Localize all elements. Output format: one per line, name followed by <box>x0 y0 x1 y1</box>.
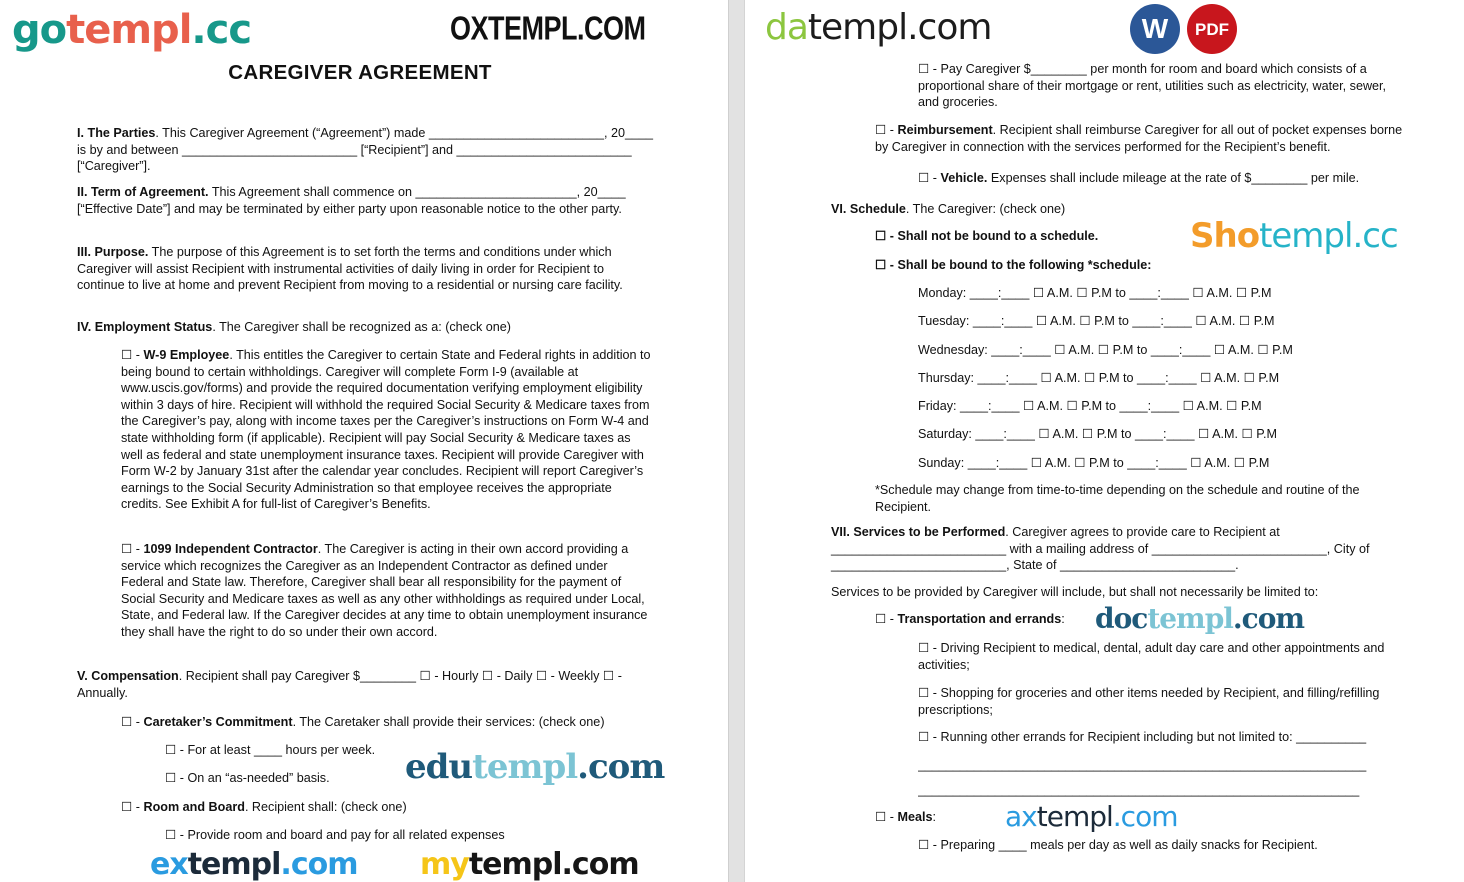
option-pay-caregiver: ☐ - Pay Caregiver $________ per month for room and board which consists of a proportional share of their mortgage or rent, utilities such as electricity, water, sewer, and groceries. <box>918 62 1387 110</box>
option-running-errands: ☐ - Running other errands for Recipient including but not limited to: __________ <box>918 730 1367 744</box>
section-compensation: V. Compensation. Recipient shall pay Caregiver $________ ☐ - Hourly ☐ - Daily ☐ - Weekly ☐ - Annually. <box>77 669 622 700</box>
services-intro: Services to be provided by Caregiver will include, but shall not necessarily be limited to: <box>831 585 1319 599</box>
schedule-monday: Monday: ____:____ ☐ A.M. ☐ P.M to ____:____ ☐ A.M. ☐ P.M <box>918 286 1272 300</box>
watermark-edutempl: edutempl.com <box>405 747 665 787</box>
schedule-sunday: Sunday: ____:____ ☐ A.M. ☐ P.M to ____:____ ☐ A.M. ☐ P.M <box>918 456 1270 470</box>
option-not-bound: ☐ - Shall not be bound to a schedule. <box>875 229 1099 243</box>
option-meals: ☐ - Meals: <box>875 810 936 824</box>
option-w9-employee: ☐ - W-9 Employee. This entitles the Caregiver to certain State and Federal rights in addition to being bound to certain withholdings. Caregiver will complete Form I-9 (available at www.uscis.gov/forms) and provide the required documentation verifying employment eligibility within 3 days of hire. Recipient will withhold the required Social Security & Medicare taxes from the Caregiver’s pay, along with income taxes per the Caregiver’s instructions on Form W-4 and state withholding form (if applicable). Recipient will pay Social Security & Medicare taxes as well as federal and state unemployment insurance taxes. Recipient will provide Caregiver with Form W-2 by January 31st after the calendar year concludes. Recipient will report Caregiver’s earnings to the Social Security Administration so that employee receives the appropriate credits. See Exhibit A for full-list of Caregiver’s Benefits. <box>121 348 651 512</box>
blank-line: _______________________________________________________________ <box>918 783 1360 797</box>
watermark-doctempl: doctempl.com <box>1095 602 1305 635</box>
pdf-badge-icon: PDF <box>1187 4 1237 54</box>
document-title: CAREGIVER AGREEMENT <box>228 61 492 84</box>
document-page-left <box>0 0 728 882</box>
schedule-friday: Friday: ____:____ ☐ A.M. ☐ P.M to ____:____ ☐ A.M. ☐ P.M <box>918 399 1262 413</box>
option-provide-room: ☐ - Provide room and board and pay for all related expenses <box>165 828 505 842</box>
watermark-axtempl: axtempl.com <box>1005 800 1178 833</box>
section-purpose: III. Purpose. The purpose of this Agreement is to set forth the terms and conditions under which Caregiver will assist Recipient with instrumental activities of daily living in order for Recipient to continue to live at home and prevent Recipient from moving to a residential or nursing care facility. <box>77 245 623 293</box>
section-schedule: VI. Schedule. The Caregiver: (check one) <box>831 202 1066 216</box>
schedule-saturday: Saturday: ____:____ ☐ A.M. ☐ P.M to ____:____ ☐ A.M. ☐ P.M <box>918 427 1278 441</box>
watermark-datempl: datempl.com <box>765 7 992 48</box>
word-badge-icon: W <box>1130 4 1180 54</box>
schedule-note: *Schedule may change from time-to-time depending on the schedule and routine of the Recipient. <box>875 483 1360 514</box>
option-as-needed: ☐ - On an “as-needed” basis. <box>165 771 330 785</box>
section-term: II. Term of Agreement. This Agreement shall commence on _______________________, 20____ [“Effective Date”] and may be terminated by either party upon reasonable notice to the other party. <box>77 185 626 216</box>
blank-line: ________________________________________________________________ <box>918 758 1367 772</box>
option-preparing-meals: ☐ - Preparing ____ meals per day as well as daily snacks for Recipient. <box>918 838 1318 852</box>
option-reimbursement: ☐ - Reimbursement. Recipient shall reimburse Caregiver for all out of pocket expenses borne by Caregiver in connection with the services performed for the Recipient’s benefit. <box>875 123 1403 154</box>
watermark-gotempl: gotempl.cc <box>12 7 252 53</box>
watermark-shotempl: Shotempl.cc <box>1190 216 1398 256</box>
option-caretaker-commitment: ☐ - Caretaker’s Commitment. The Caretaker shall provide their services: (check one) <box>121 715 605 729</box>
section-parties: I. The Parties. This Caregiver Agreement (“Agreement”) made _________________________, 20____ is by and between _________________________ [“Recipient”] and _________________________ [“Caregiver”]. <box>77 126 653 174</box>
schedule-wednesday: Wednesday: ____:____ ☐ A.M. ☐ P.M to ____:____ ☐ A.M. ☐ P.M <box>918 343 1293 357</box>
option-hours-per-week: ☐ - For at least ____ hours per week. <box>165 743 376 757</box>
option-driving: ☐ - Driving Recipient to medical, dental, adult day care and other appointments and activities; <box>918 641 1385 672</box>
option-bound: ☐ - Shall be bound to the following *schedule: <box>875 258 1152 272</box>
watermark-extempl: extempl.com <box>150 847 358 882</box>
option-transportation: ☐ - Transportation and errands: <box>875 612 1065 626</box>
watermark-oxtempl: OXTEMPL.COM <box>450 9 646 47</box>
schedule-tuesday: Tuesday: ____:____ ☐ A.M. ☐ P.M to ____:____ ☐ A.M. ☐ P.M <box>918 314 1275 328</box>
section-employment-status: IV. Employment Status. The Caregiver shall be recognized as a: (check one) <box>77 320 511 334</box>
option-1099-contractor: ☐ - 1099 Independent Contractor. The Caregiver is acting in their own accord providing a service which recognizes the Caregiver as an Independent Contractor as defined under Federal and State law. Therefore, Caregiver shall bear all responsibility for the payment of Social Security and Medicare taxes as well as any other withholdings as required under Local, State, and Federal law. If the Caregiver decides at any time to obtain unemployment insurance they shall have the right to do so under their own accord. <box>121 542 648 639</box>
schedule-thursday: Thursday: ____:____ ☐ A.M. ☐ P.M to ____:____ ☐ A.M. ☐ P.M <box>918 371 1280 385</box>
option-vehicle: ☐ - Vehicle. Expenses shall include mileage at the rate of $________ per mile. <box>918 171 1360 185</box>
option-shopping: ☐ - Shopping for groceries and other items needed by Recipient, and filling/refilling prescriptions; <box>918 686 1380 717</box>
document-page-right <box>745 0 1464 882</box>
option-room-and-board: ☐ - Room and Board. Recipient shall: (check one) <box>121 800 407 814</box>
watermark-mytempl: mytempl.com <box>420 847 639 882</box>
section-services: VII. Services to be Performed. Caregiver agrees to provide care to Recipient at _________________________ with a mailing address of _________________________, City of _________________________, State of _________________________. <box>831 525 1370 573</box>
page-gutter <box>728 0 745 882</box>
